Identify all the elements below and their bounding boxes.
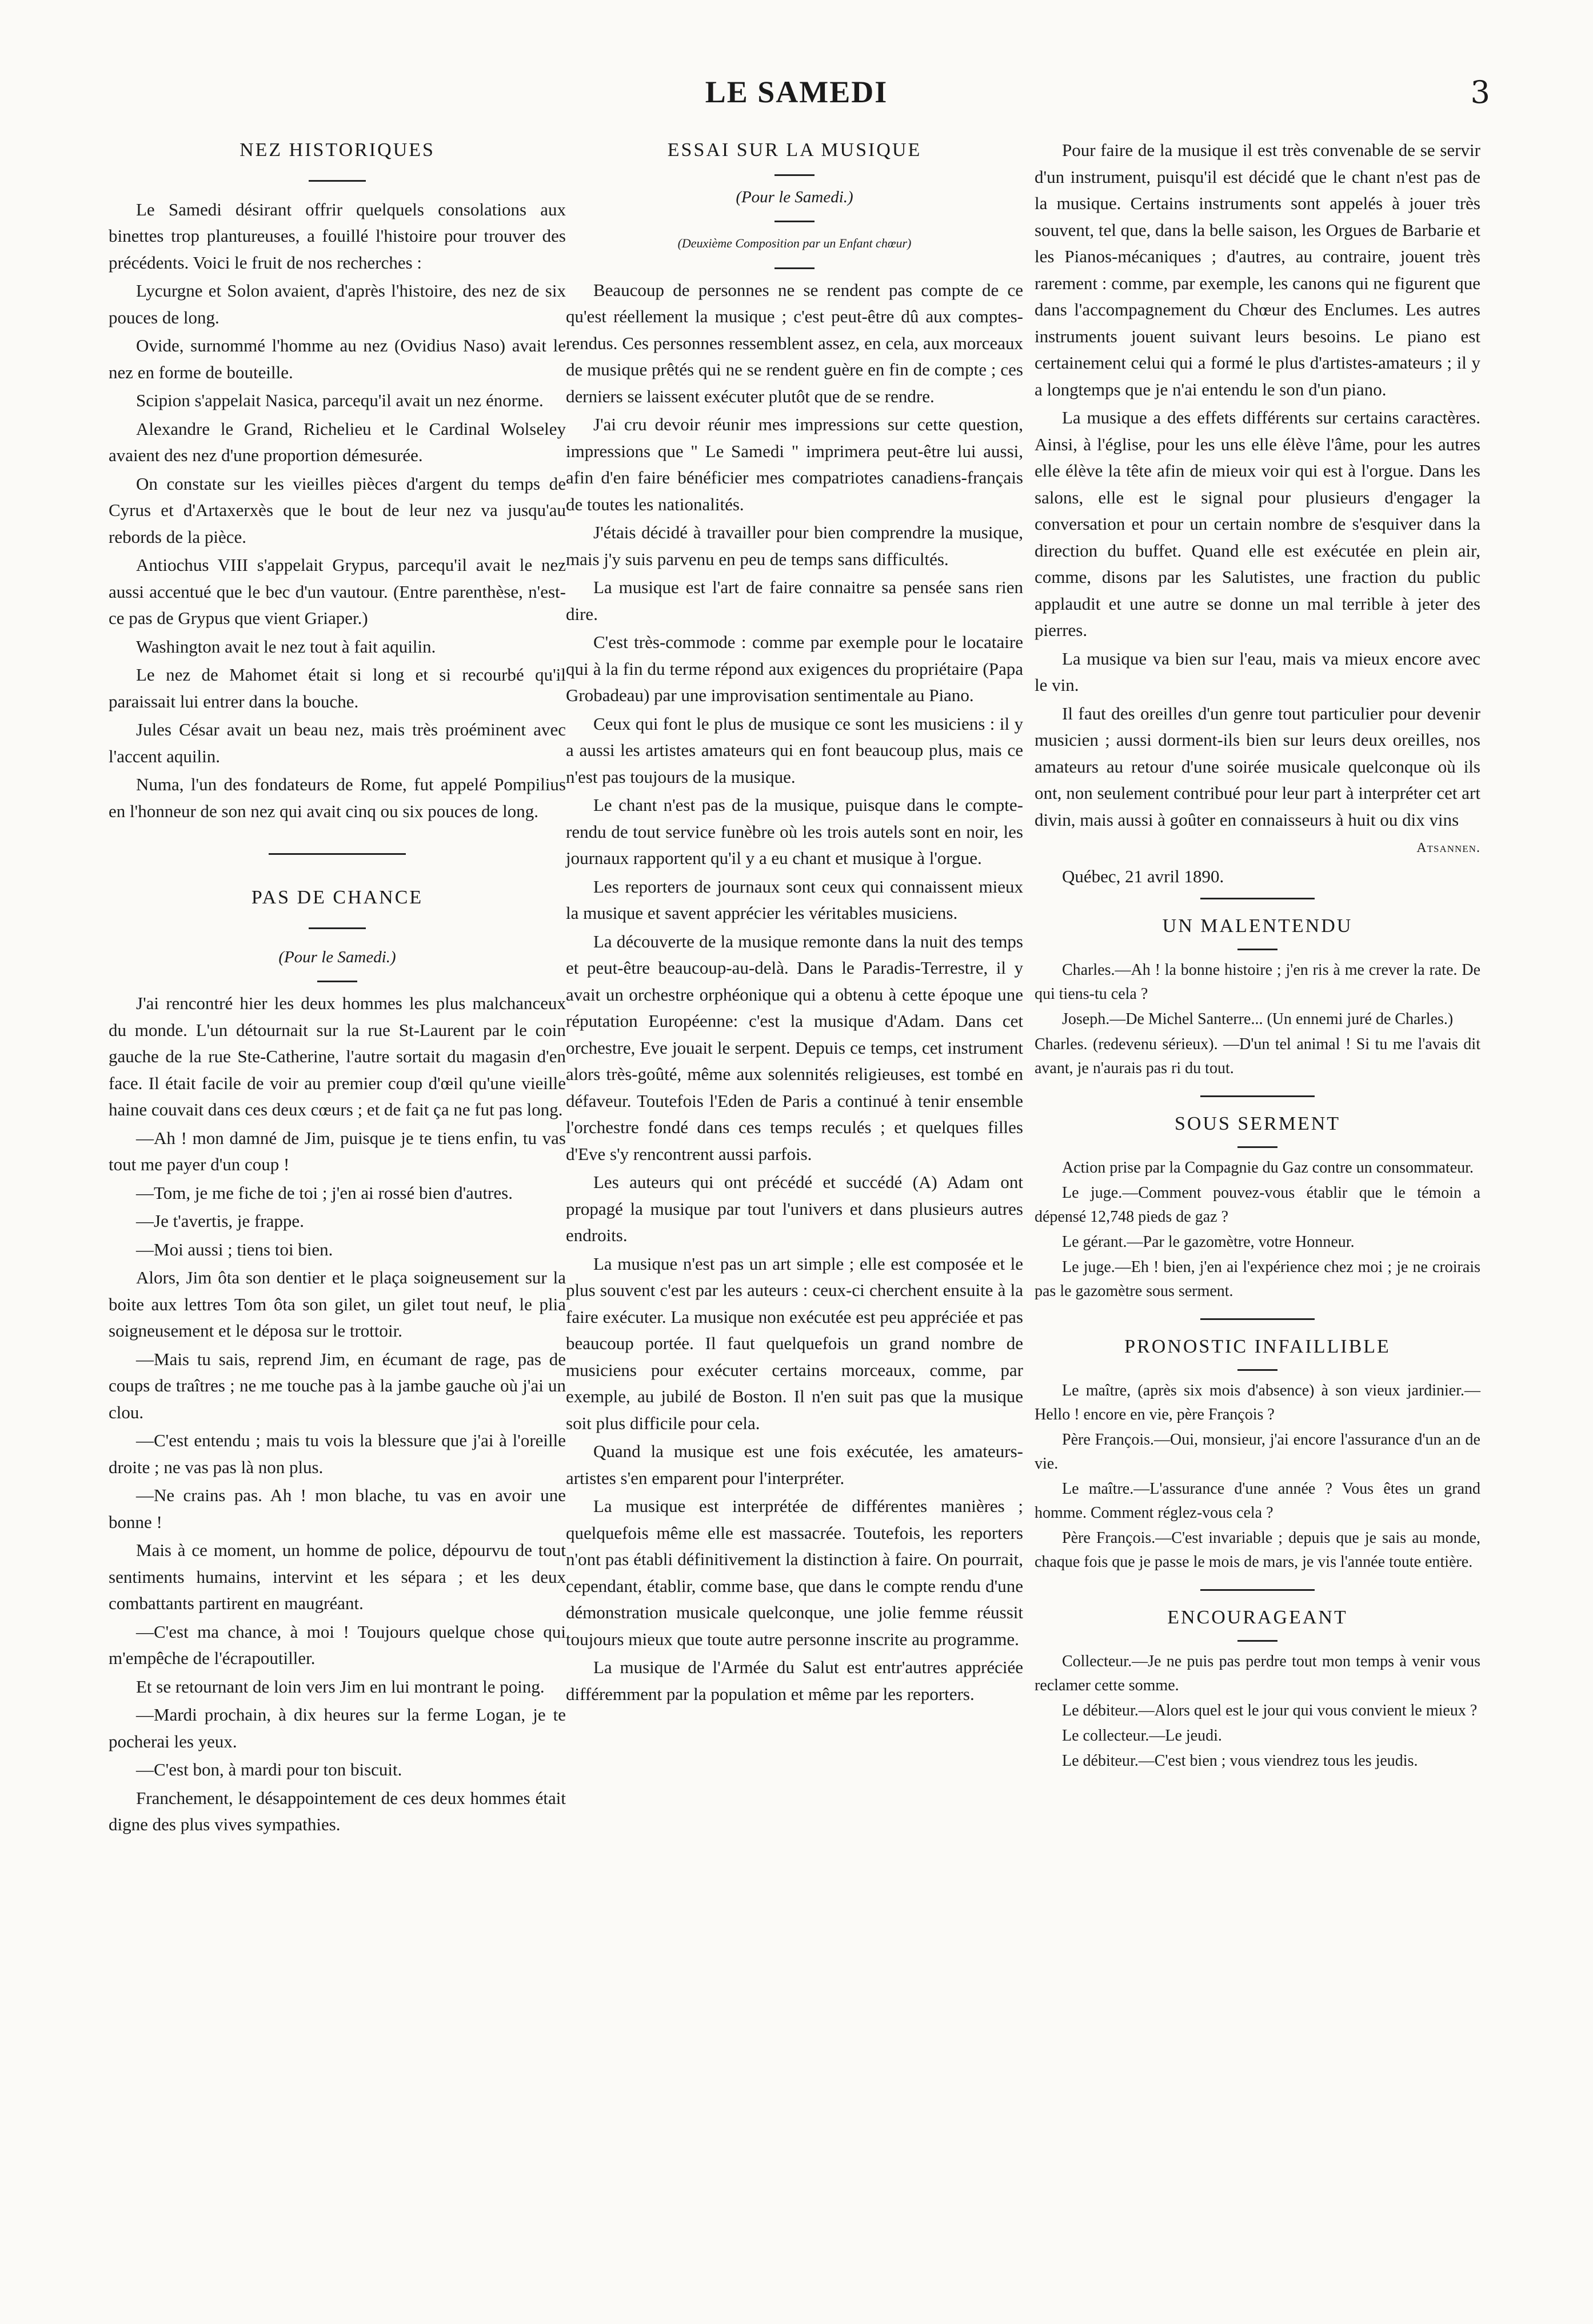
paragraph: La découverte de la musique remonte dans la nuit des temps et peut-être beaucoup-au-delà. Dans le Paradis-Terrestre, il y avait un orchestre orphéonique qui a obtenu à cette époque une réputation Européenne: c'est la musique d'Adam. Dans cet orchestre, Eve jouait le serpent. Depuis ce temps, cet instrument alors très-goûté, même aux solennités religieuses, est tombé en défaveur. Toutefois l'Eden de Paris a continué à tenir ensemble l'orchestre fondé dans ces temps reculés ; et quelques filles d'Eve s'y rencontrent aussi parfois. bbox=[566, 931, 1023, 1164]
paragraph: La musique est interprétée de différentes manières ; quelquefois même elle est massacrée. Toutefois, les reporters n'ont pas établi définitivement la distinction à faire. On pourrait, cependant, établir, comme base, que dans le compte rendu d'une démonstration musicale quelconque, une jolie femme réussit toujours mieux que toute autre personne inscrite au programme. bbox=[566, 1496, 1023, 1649]
divider bbox=[1237, 1369, 1277, 1371]
paragraph: —C'est bon, à mardi pour ton biscuit. bbox=[136, 1759, 402, 1779]
paragraph: Alors, Jim ôta son dentier et le plaça soigneusement sur la boite aux lettres Tom ôta son gilet, un gilet tout neuf, le plia soigneusement et le déposa sur le trottoir. bbox=[109, 1267, 566, 1341]
divider bbox=[309, 927, 366, 929]
article-pronostic-infaillible bbox=[1035, 1335, 1480, 1574]
paragraph: Ceux qui font le plus de musique ce sont les musiciens : il y a aussi les artistes amateurs qui en font beaucoup plus, mais ce n'est pas toujours de la musique. bbox=[566, 713, 1023, 787]
article-title: NEZ HISTORIQUES bbox=[239, 139, 435, 161]
paragraph: Mais à ce moment, un homme de police, dépourvu de tout sentiments humains, intervint et les sépara ; et les deux combattants partirent en maugréant. bbox=[109, 1540, 566, 1613]
paragraph: La musique a des effets différents sur certains caractères. Ainsi, à l'église, pour les uns elle élève l'âme, pour les autres elle élève la tête afin de mieux voir qui est à l'orgue. Dans les salons, elle est le signal pour plusieurs d'engager la conversation et pour un certain nombre de s'esquiver dans la direction du buffet. Quand elle est exécutée en plein air, comme, disons par les Salutistes, une fraction du public applaudit et une autre se donne un mal terrible à jeter des pierres. bbox=[1035, 407, 1480, 640]
masthead bbox=[0, 74, 1593, 120]
paragraph: Le nez de Mahomet était si long et si recourbé qu'il paraissait lui entrer dans la bouche. bbox=[109, 665, 566, 711]
article-title: SOUS SERMENT bbox=[1174, 1113, 1341, 1134]
article-title: ESSAI SUR LA MUSIQUE bbox=[667, 139, 922, 161]
dialogue-line: Le débiteur.—Alors quel est le jour qui vous convient le mieux ? bbox=[1062, 1702, 1478, 1719]
article-title: PAS DE CHANCE bbox=[251, 887, 424, 908]
divider bbox=[317, 981, 357, 982]
paragraph: Le chant n'est pas de la musique, puisque dans le compte-rendu de tout service funèbre où les trois autels sont en noir, les journaux rapportent qu'il y a eu chant et musique à l'orgue. bbox=[566, 795, 1023, 868]
paragraph: —Mardi prochain, à dix heures sur la ferme Logan, je te pocherai les yeux. bbox=[109, 1705, 566, 1751]
section-divider bbox=[1200, 1318, 1315, 1320]
paragraph: J'étais décidé à travailler pour bien comprendre la musique, mais j'y suis parvenu en peu de temps sans difficultés. bbox=[566, 522, 1023, 569]
paragraph: Numa, l'un des fondateurs de Rome, fut appelé Pompilius en l'honneur de son nez qui avait cinq ou six pouces de long. bbox=[109, 774, 566, 821]
article-un-malentendu bbox=[1035, 914, 1480, 1081]
paragraph: Et se retournant de loin vers Jim en lui montrant le poing. bbox=[136, 1676, 545, 1697]
paragraph: Scipion s'appelait Nasica, parcequ'il avait un nez énorme. bbox=[136, 390, 544, 410]
divider bbox=[774, 174, 815, 176]
paragraph: Jules César avait un beau nez, mais très proéminent avec l'accent aquilin. bbox=[109, 719, 566, 766]
dialogue-line: Le juge.—Comment pouvez-vous établir que le témoin a dépensé 12,748 pieds de gaz ? bbox=[1035, 1184, 1480, 1226]
article-byline: (Pour le Samedi.) bbox=[736, 187, 853, 206]
paragraph: Les reporters de journaux sont ceux qui connaissent mieux la musique et savent apprécier les véritables musiciens. bbox=[566, 876, 1023, 923]
paragraph: Le Samedi désirant offrir quelquels consolations aux binettes trop plantureuses, a fouillé l'histoire pour trouver des précédents. Voici le fruit de nos recherches : bbox=[109, 199, 566, 273]
section-divider bbox=[1200, 898, 1315, 899]
page-number: 3 bbox=[1470, 74, 1490, 110]
article-subtitle: (Deuxième Composition par un Enfant chœur) bbox=[677, 236, 912, 250]
paragraph: —Tom, je me fiche de toi ; j'en ai rossé bien d'autres. bbox=[136, 1182, 513, 1203]
divider bbox=[1237, 949, 1277, 950]
dialogue-line: Joseph.—De Michel Santerre... (Un ennemi juré de Charles.) bbox=[1062, 1010, 1454, 1028]
section-divider bbox=[1200, 1095, 1315, 1097]
article-musique-continued bbox=[1035, 137, 1480, 890]
dateline: Québec, 21 avril 1890. bbox=[1062, 866, 1224, 886]
paragraph: —Moi aussi ; tiens toi bien. bbox=[136, 1239, 333, 1259]
dialogue-line: Père François.—C'est invariable ; depuis que je sais au monde, chaque fois que je passe le mois de mars, je vis l'année toute entière. bbox=[1035, 1529, 1480, 1571]
paragraph: J'ai rencontré hier les deux hommes les plus malchanceux du monde. L'un détournait sur la rue St-Laurent par le coin gauche de la rue Ste-Catherine, l'autre sortait du magasin d'en face. Il était facile de voir au premier coup d'œil qu'une vieille haine couvait dans ces deux cœurs ; et de fait ça ne fut pas long. bbox=[109, 993, 566, 1119]
paragraph: Washington avait le nez tout à fait aquilin. bbox=[136, 636, 436, 657]
paragraph: La musique de l'Armée du Salut est entr'autres appréciée différemment par la population et même par les reporters. bbox=[566, 1657, 1023, 1704]
paragraph: —Je t'avertis, je frappe. bbox=[136, 1211, 304, 1231]
paragraph: —Ne crains pas. Ah ! mon blache, tu vas en avoir une bonne ! bbox=[109, 1485, 566, 1532]
section-divider bbox=[1200, 1589, 1315, 1591]
column-middle bbox=[566, 137, 1023, 1709]
article-nez-historiques bbox=[109, 137, 566, 825]
paragraph: Les auteurs qui ont précédé et succédé (A) Adam ont propagé la musique par tout l'univers et dans plusieurs autres endroits. bbox=[566, 1172, 1023, 1245]
dialogue-line: Collecteur.—Je ne puis pas perdre tout mon temps à venir vous reclamer cette somme. bbox=[1035, 1653, 1480, 1694]
paragraph: Lycurgne et Solon avaient, d'après l'histoire, des nez de six pouces de long. bbox=[109, 281, 566, 327]
column-right bbox=[1035, 137, 1480, 1774]
paragraph: Quand la musique est une fois exécutée, les amateurs-artistes s'en emparent pour l'interpréter. bbox=[566, 1441, 1023, 1488]
dialogue-line: Père François.—Oui, monsieur, j'ai encore l'assurance d'un an de vie. bbox=[1035, 1431, 1480, 1473]
dialogue-line: Action prise par la Compagnie du Gaz contre un consommateur. bbox=[1062, 1159, 1474, 1177]
article-title: ENCOURAGEANT bbox=[1167, 1607, 1348, 1628]
column-left bbox=[109, 137, 566, 1840]
paragraph: On constate sur les vieilles pièces d'argent du temps de Cyrus et d'Artaxerxès que le bout de leur nez va jusqu'au rebords de la pièce. bbox=[109, 473, 566, 547]
paragraph: —C'est ma chance, à moi ! Toujours quelque chose qui m'empêche de l'écrapoutiller. bbox=[109, 1621, 566, 1668]
paragraph: —Ah ! mon damné de Jim, puisque je te tiens enfin, tu vas tout me payer d'un coup ! bbox=[109, 1127, 566, 1174]
paragraph: Pour faire de la musique il est très convenable de se servir d'un instrument, puisqu'il est décidé que le chant n'est pas de la musique. Certains instruments sont appelés à jouer très souvent, tel que, dans la belle saison, les Orgues de Barbarie et les Pianos-mécaniques ; d'autres, au contraire, jouent très rarement : comme, par exemple, les canons qui ne figurent que dans l'accompagnement du Chœur des Enclumes. Les autres instruments jouent suivant leurs besoins. Le piano est certainement celui qui a formé le plus d'artistes-amateurs ; il y a longtemps que je n'ai entendu le son d'un piano. bbox=[1035, 140, 1480, 399]
paragraph: J'ai cru devoir réunir mes impressions sur cette question, impressions que " Le Samedi " imprimera peut-être lui aussi, afin d'en faire bénéficier mes compatriotes canadiens-français de toutes les nationalités. bbox=[566, 414, 1023, 514]
dialogue-line: Charles. (redevenu sérieux). —D'un tel animal ! Si tu me l'avais dit avant, je n'aurais pas ri du tout. bbox=[1035, 1035, 1480, 1077]
divider bbox=[309, 180, 366, 182]
article-pas-de-chance bbox=[109, 885, 566, 1838]
dialogue-line: Le juge.—Eh ! bien, j'en ai l'expérience chez moi ; je ne croirais pas le gazomètre sous serment. bbox=[1035, 1258, 1480, 1300]
paragraph: Antiochus VIII s'appelait Grypus, parcequ'il avait le nez aussi accentué que le bec d'un vautour. (Entre parenthèse, n'est-ce pas de Grypus que vient Griaper.) bbox=[109, 555, 566, 628]
paragraph: C'est très-commode : comme par exemple pour le locataire qui à la fin du terme répond aux exigences du propriétaire (Papa Grobadeau) par une improvisation sentimentale au Piano. bbox=[566, 632, 1023, 705]
article-sous-serment bbox=[1035, 1112, 1480, 1303]
dialogue-line: Le maître, (après six mois d'absence) à son vieux jardinier.—Hello ! encore en vie, père François ? bbox=[1035, 1382, 1480, 1423]
newspaper-title: LE SAMEDI bbox=[705, 75, 888, 109]
paragraph: La musique va bien sur l'eau, mais va mieux encore avec le vin. bbox=[1035, 648, 1480, 695]
divider bbox=[774, 221, 815, 222]
article-encourageant bbox=[1035, 1606, 1480, 1773]
dialogue-line: Le maître.—L'assurance d'une année ? Vous êtes un grand homme. Comment réglez-vous cela ? bbox=[1035, 1480, 1480, 1522]
article-essai-sur-la-musique bbox=[566, 137, 1023, 1707]
dialogue-line: Le gérant.—Par le gazomètre, votre Honneur. bbox=[1062, 1233, 1355, 1251]
paragraph: La musique n'est pas un art simple ; elle est composée et le plus souvent c'est par les auteurs : ceux-ci cherchent ensuite à la faire exécuter. La musique non exécutée est peu appréciée et pas beaucoup portée. Il faut quelquefois un grand nombre de musiciens pour exécuter certains morceaux, comme, par exemple, au jubilé de Boston. Il n'en suit pas que la musique soit plus difficile pour cela. bbox=[566, 1253, 1023, 1433]
paragraph: Alexandre le Grand, Richelieu et le Cardinal Wolseley avaient des nez d'une proportion démesurée. bbox=[109, 418, 566, 465]
divider bbox=[1237, 1146, 1277, 1148]
section-divider bbox=[269, 853, 406, 855]
divider bbox=[774, 267, 815, 269]
paragraph: —Mais tu sais, reprend Jim, en écumant de rage, pas de coups de traîtres ; ne me touche pas à la jambe gauche où j'ai un clou. bbox=[109, 1349, 566, 1422]
paragraph: Il faut des oreilles d'un genre tout particulier pour devenir musicien ; aussi dorment-ils bien sur leurs deux oreilles, nos amateurs au retour d'une soirée musicale quelconque où ils ont, non seulement contribué pour leur part à interpréter cet art divin, mais aussi à goûter en connaisseurs à huit ou dix vins bbox=[1035, 703, 1480, 830]
author-signature: Atsannen. bbox=[1416, 841, 1480, 855]
article-title: PRONOSTIC INFAILLIBLE bbox=[1124, 1336, 1391, 1357]
paragraph: La musique est l'art de faire connaitre sa pensée sans rien dire. bbox=[566, 577, 1023, 624]
dialogue-line: Charles.—Ah ! la bonne histoire ; j'en ris à me crever la rate. De qui tiens-tu cela ? bbox=[1035, 961, 1480, 1003]
paragraph: Franchement, le désappointement de ces deux hommes était digne des plus vives sympathies. bbox=[109, 1787, 566, 1834]
dialogue-line: Le débiteur.—C'est bien ; vous viendrez tous les jeudis. bbox=[1062, 1752, 1418, 1770]
paragraph: —C'est entendu ; mais tu vois la blessure que j'ai à l'oreille droite ; ne vas pas là non plus. bbox=[109, 1430, 566, 1477]
article-title: UN MALENTENDU bbox=[1162, 915, 1353, 937]
paragraph: Beaucoup de personnes ne se rendent pas compte de ce qu'est réellement la musique ; c'est peut-être dû aux comptes-rendus. Ces personnes ressemblent assez, en cela, aux morceaux de musique prêtés qui ne se rendent guère en fin de compte ; ces derniers se laissent exécuter plutôt que de se rendre. bbox=[566, 279, 1023, 406]
divider bbox=[1237, 1640, 1277, 1642]
dialogue-line: Le collecteur.—Le jeudi. bbox=[1062, 1727, 1222, 1745]
paragraph: Ovide, surnommé l'homme au nez (Ovidius Naso) avait le nez en forme de bouteille. bbox=[109, 335, 566, 382]
article-byline: (Pour le Samedi.) bbox=[278, 947, 396, 966]
